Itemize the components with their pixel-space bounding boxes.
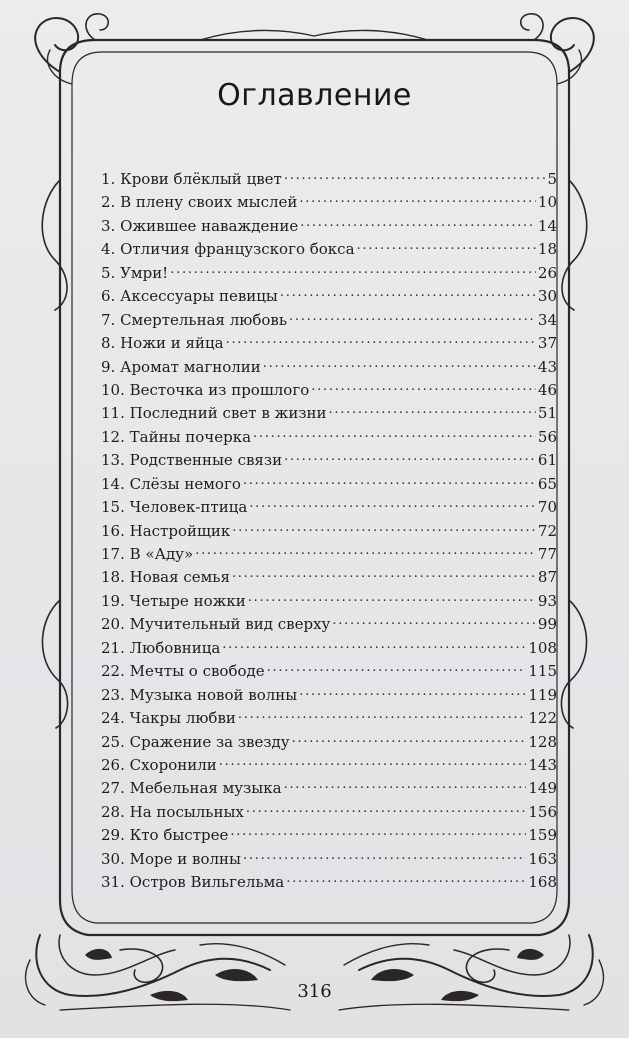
dot-leader xyxy=(299,192,536,207)
toc-entry-title: 24. Чакры любви xyxy=(101,709,236,728)
toc-entry-title: 13. Родственные связи xyxy=(101,451,283,470)
toc-entry xyxy=(101,191,557,214)
toc-entry-title: 23. Музыка новой волны xyxy=(101,685,298,704)
page-title: Оглавление xyxy=(217,78,412,113)
toc-entry-page: 149 xyxy=(528,779,557,798)
toc-entry xyxy=(101,379,557,402)
toc-entry xyxy=(101,402,557,425)
toc-entry xyxy=(101,215,557,238)
toc-entry-page: 10 xyxy=(537,193,557,212)
dot-leader xyxy=(219,755,527,770)
toc-entry-title: 28. На посыльных xyxy=(101,802,244,821)
toc-entry xyxy=(101,684,557,707)
toc-entry xyxy=(101,238,557,261)
toc-entry-page: 93 xyxy=(537,591,557,610)
dot-leader xyxy=(170,263,536,278)
toc-entry xyxy=(101,332,557,355)
dot-leader xyxy=(289,310,536,325)
dot-leader xyxy=(263,357,536,372)
toc-entry-title: 26. Схоронили xyxy=(101,755,217,774)
toc-entry-page: 26 xyxy=(537,263,557,282)
dot-leader xyxy=(300,216,536,231)
toc-entry-title: 10. Весточка из прошлого xyxy=(101,380,310,399)
dot-leader xyxy=(284,169,546,184)
toc-entry-page: 46 xyxy=(537,380,557,399)
toc-entry-title: 15. Человек-птица xyxy=(101,498,248,517)
toc-entry xyxy=(101,637,557,660)
dot-leader xyxy=(222,638,526,653)
toc-entry xyxy=(101,473,557,496)
toc-entry-page: 70 xyxy=(537,498,557,517)
dot-leader xyxy=(284,450,536,465)
dot-leader xyxy=(357,239,536,254)
dot-leader xyxy=(267,661,527,676)
dot-leader xyxy=(249,497,536,512)
toc-entry-page: 163 xyxy=(528,849,557,868)
toc-entry xyxy=(101,613,557,636)
toc-entry xyxy=(101,309,557,332)
toc-entry xyxy=(101,777,557,800)
toc-entry-page: 119 xyxy=(528,685,557,704)
toc-entry-page: 30 xyxy=(537,287,557,306)
toc-entry-title: 20. Мучительный вид сверху xyxy=(101,615,331,634)
toc-entry-page: 34 xyxy=(537,310,557,329)
toc-entry-page: 43 xyxy=(537,357,557,376)
toc-entry-title: 18. Новая семья xyxy=(101,568,230,587)
dot-leader xyxy=(238,708,526,723)
toc-entry-title: 8. Ножи и яйца xyxy=(101,334,224,353)
toc-entry xyxy=(101,285,557,308)
toc-entry-page: 168 xyxy=(528,873,557,892)
dot-leader xyxy=(299,685,526,700)
toc-entry-title: 22. Мечты о свободе xyxy=(101,662,265,681)
dot-leader xyxy=(253,427,536,442)
dot-leader xyxy=(246,802,526,817)
dot-leader xyxy=(232,567,536,582)
toc-entry-page: 156 xyxy=(528,802,557,821)
toc-entry-page: 143 xyxy=(528,755,557,774)
toc-entry-page: 87 xyxy=(537,568,557,587)
toc-entry-title: 12. Тайны почерка xyxy=(101,427,252,446)
toc-entry-page: 115 xyxy=(528,662,557,681)
toc-entry xyxy=(101,496,557,519)
toc-entry-title: 3. Ожившее наваждение xyxy=(101,216,299,235)
dot-leader xyxy=(232,521,536,536)
toc-entry-page: 37 xyxy=(537,334,557,353)
dot-leader xyxy=(243,474,536,489)
toc-entry xyxy=(101,871,557,894)
dot-leader xyxy=(243,849,526,864)
toc-entry-title: 19. Четыре ножки xyxy=(101,591,246,610)
toc-entry-page: 108 xyxy=(528,638,557,657)
dot-leader xyxy=(195,544,536,559)
toc-entry-page: 72 xyxy=(537,521,557,540)
toc-entry-title: 7. Смертельная любовь xyxy=(101,310,288,329)
toc-entry-title: 25. Сражение за звезду xyxy=(101,732,290,751)
toc-entry-page: 18 xyxy=(537,240,557,259)
toc-entry xyxy=(101,262,557,285)
table-of-contents xyxy=(101,168,557,895)
toc-entry-page: 128 xyxy=(528,732,557,751)
dot-leader xyxy=(311,380,536,395)
toc-entry-page: 65 xyxy=(537,474,557,493)
dot-leader xyxy=(332,614,536,629)
toc-entry-title: 14. Слёзы немого xyxy=(101,474,241,493)
dot-leader xyxy=(284,778,527,793)
toc-entry-page: 159 xyxy=(528,826,557,845)
toc-entry xyxy=(101,426,557,449)
toc-entry xyxy=(101,754,557,777)
toc-entry-title: 6. Аксессуары певицы xyxy=(101,287,278,306)
toc-entry-title: 27. Мебельная музыка xyxy=(101,779,282,798)
dot-leader xyxy=(248,591,536,606)
toc-entry xyxy=(101,824,557,847)
toc-entry xyxy=(101,566,557,589)
dot-leader xyxy=(230,825,526,840)
toc-entry xyxy=(101,660,557,683)
toc-entry-title: 11. Последний свет в жизни xyxy=(101,404,327,423)
toc-entry-page: 122 xyxy=(528,709,557,728)
toc-entry xyxy=(101,449,557,472)
toc-entry xyxy=(101,356,557,379)
toc-entry-page: 61 xyxy=(537,451,557,470)
toc-entry xyxy=(101,848,557,871)
dot-leader xyxy=(286,872,526,887)
toc-entry xyxy=(101,543,557,566)
toc-entry xyxy=(101,731,557,754)
toc-entry-page: 77 xyxy=(537,545,557,563)
toc-entry-title: 31. Остров Вильгельма xyxy=(101,873,285,892)
toc-entry-title: 21. Любовница xyxy=(101,638,221,657)
toc-entry xyxy=(101,520,557,543)
toc-entry-title: 4. Отличия французского бокса xyxy=(101,240,355,259)
toc-entry xyxy=(101,168,557,191)
toc-entry-title: 16. Настройщик xyxy=(101,521,231,540)
dot-leader xyxy=(226,333,536,348)
toc-entry-page: 56 xyxy=(537,427,557,446)
toc-entry-page: 51 xyxy=(537,404,557,423)
toc-entry-page: 99 xyxy=(537,615,557,634)
toc-entry-title: 5. Умри! xyxy=(101,263,169,282)
toc-entry-title: 29. Кто быстрее xyxy=(101,826,229,845)
toc-entry-title: 9. Аромат магнолии xyxy=(101,357,261,376)
page-number: 316 xyxy=(297,981,332,1002)
toc-entry-title: 1. Крови блёклый цвет xyxy=(101,170,282,188)
toc-entry-title: 30. Море и волны xyxy=(101,849,241,868)
toc-entry-page: 5 xyxy=(547,170,557,188)
toc-entry xyxy=(101,801,557,824)
dot-leader xyxy=(280,286,536,301)
toc-entry-title: 17. В «Аду» xyxy=(101,545,194,563)
dot-leader xyxy=(292,732,527,747)
toc-entry-title: 2. В плену своих мыслей xyxy=(101,193,298,212)
toc-entry-page: 14 xyxy=(537,216,557,235)
toc-entry xyxy=(101,707,557,730)
toc-entry xyxy=(101,590,557,613)
dot-leader xyxy=(329,403,536,418)
